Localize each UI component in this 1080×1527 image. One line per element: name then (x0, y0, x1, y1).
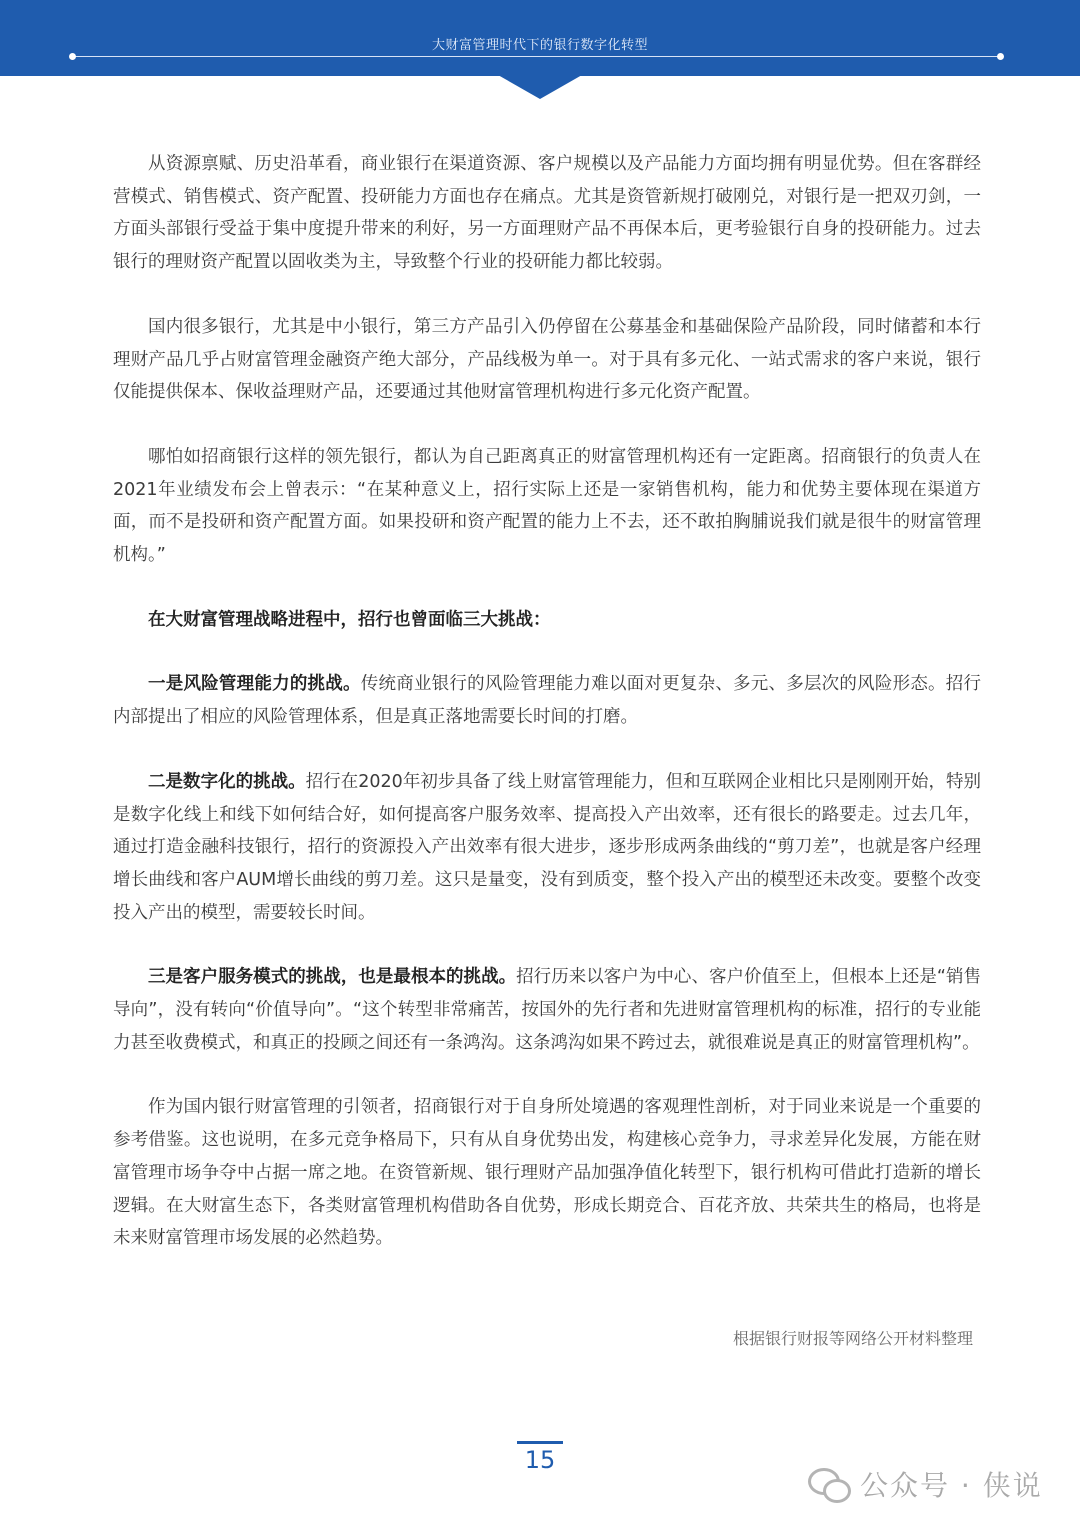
challenge-3-text: 招行历来以客户为中心、客户价值至上，但根本上还是“销售导向”，没有转向“价值导向”。“这个转型非常痛苦，按国外的先行者和先进财富管理机构的标准，招行的专业能力甚至收费模式，和真正的投顾之间还有一条鸿沟。这条鸿沟如果不跨过去，就很难说是真正的财富管理机构”。 (113, 967, 981, 1053)
rule-dot-right (997, 53, 1004, 60)
rule-dot-left (69, 53, 76, 60)
wechat-icon (808, 1466, 852, 1502)
challenge-2-text: 招行在2020年初步具备了线上财富管理能力，但和互联网企业相比只是刚刚开始，特别是数字化线上和线下如何结合好，如何提高客户服务效率、提高投入产出效率，还有很长的路要走。过去几年，通过打造金融科技银行，招行的资源投入产出效率有很大进步，逐步形成两条曲线的“剪刀差”，也就是客户经理增长曲线和客户AUM增长曲线的剪刀差。这只是量变，没有到质变，整个投入产出的模型还未改变。要整个改变投入产出的模型，需要较长时间。 (113, 771, 981, 923)
section-heading: 在大财富管理战略进程中，招行也曾面临三大挑战： (148, 609, 551, 630)
challenge-1-title: 一是风险管理能力的挑战。 (148, 674, 361, 695)
header-notch (498, 75, 582, 99)
source-note: 根据银行财报等网络公开材料整理 (732, 1329, 973, 1348)
paragraph-3: 哪怕如招商银行这样的领先银行，都认为自己距离真正的财富管理机构还有一定距离。招商银行的负责人在2021年业绩发布会上曾表示：“在某种意义上，招行实际上还是一家销售机构，能力和优势主要体现在渠道方面，而不是投研和资产配置方面。如果投研和资产配置的能力上不去，还不敢拍胸脯说我们就是很牛的财富管理机构。” (113, 446, 981, 566)
paragraph-conclusion: 作为国内银行财富管理的引领者，招商银行对于自身所处境遇的客观理性剖析，对于同业来说是一个重要的参考借鉴。这也说明，在多元竞争格局下，只有从自身优势出发，构建核心竞争力，寻求差异化发展，方能在财富管理市场争夺中占据一席之地。在资管新规、银行理财产品加强净值化转型下，银行机构可借此打造新的增长逻辑。在大财富生态下，各类财富管理机构借助各自优势，形成长期竞合、百花齐放、共荣共生的格局，也将是未来财富管理市场发展的必然趋势。 (113, 1097, 981, 1249)
page-number: 15 (524, 1446, 556, 1474)
paragraph-1: 从资源禀赋、历史沿革看，商业银行在渠道资源、客户规模以及产品能力方面均拥有明显优势。但在客群经营模式、销售模式、资产配置、投研能力方面也存在痛点。尤其是资管新规打破刚兑，对银行是一把双刃剑，一方面头部银行受益于集中度提升带来的利好，另一方面理财产品不再保本后，更考验银行自身的投研能力。过去银行的理财资产配置以固收类为主，导致整个行业的投研能力都比较弱。 (113, 154, 981, 273)
page-header (0, 0, 1080, 76)
challenge-3-title: 三是客户服务模式的挑战，也是最根本的挑战。 (148, 967, 517, 988)
wechat-bubble-small (823, 1479, 851, 1503)
header-rule (74, 56, 1002, 57)
paragraph-challenge-1 (113, 668, 981, 733)
article-body (113, 148, 981, 1287)
page-number-bar (517, 1441, 563, 1444)
challenge-1-text: 传统商业银行的风险管理能力难以面对更复杂、多元、多层次的风险形态。招行内部提出了相应的风险管理体系，但是真正落地需要长时间的打磨。 (113, 674, 982, 728)
paragraph-challenge-3 (113, 961, 981, 1059)
watermark-text: 公众号 · 侠说 (860, 1469, 1043, 1502)
watermark (808, 1462, 1058, 1506)
paragraph-2: 国内很多银行，尤其是中小银行，第三方产品引入仍停留在公募基金和基础保险产品阶段，同时储蓄和本行理财产品几乎占财富管理金融资产绝大部分，产品线极为单一。对于具有多元化、一站式需求的客户来说，银行仅能提供保本、保收益理财产品，还要通过其他财富管理机构进行多元化资产配置。 (113, 316, 981, 403)
challenge-2-title: 二是数字化的挑战。 (148, 771, 306, 792)
header-title: 大财富管理时代下的银行数字化转型 (431, 38, 648, 53)
paragraph-challenge-2 (113, 766, 981, 930)
